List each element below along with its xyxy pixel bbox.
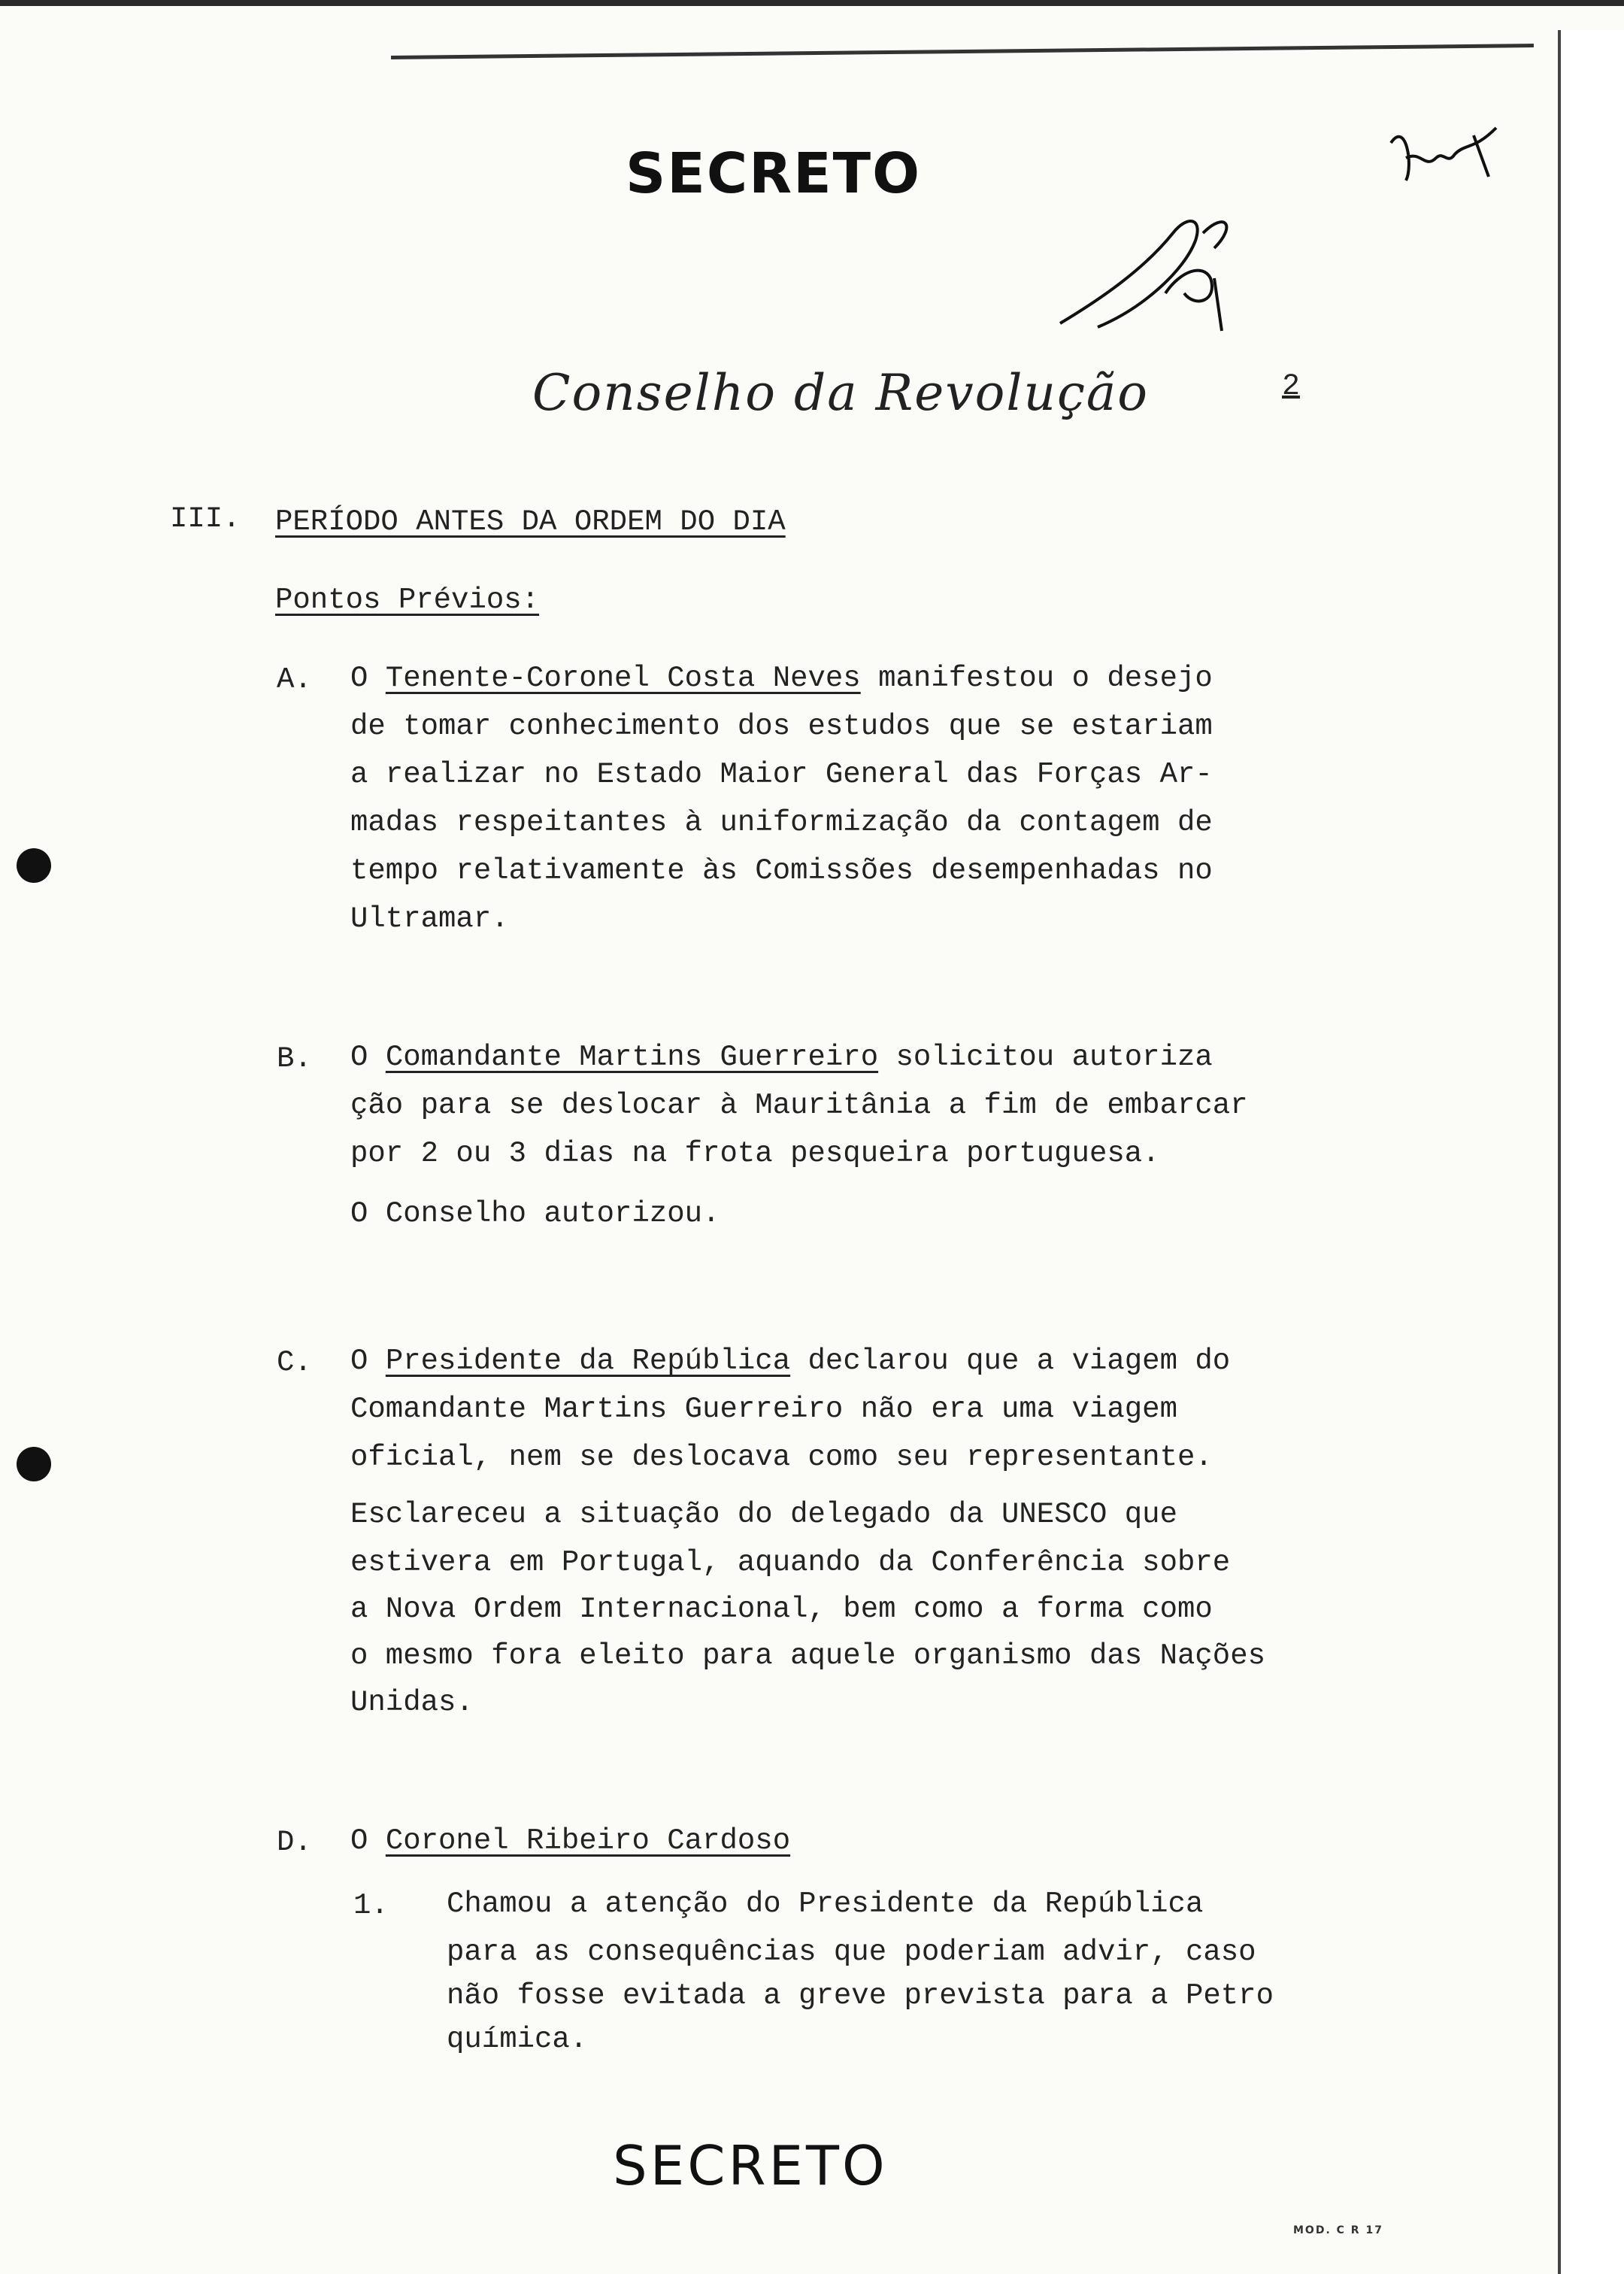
item-a-line: de tomar conhecimento dos estudos que se estariam — [350, 710, 1213, 743]
item-a-line: tempo relativamente às Comissões desempenhadas no — [350, 854, 1213, 887]
punch-hole-upper — [17, 848, 51, 883]
item-c-line: Comandante Martins Guerreiro não era uma viagem — [350, 1393, 1177, 1426]
classification-stamp-bottom: SECRETO — [613, 2134, 888, 2197]
item-d-sub-label: 1. — [353, 1889, 389, 1922]
section-title: PERÍODO ANTES DA ORDEM DO DIA — [275, 505, 786, 538]
item-c-line: oficial, nem se deslocava como seu representante. — [350, 1441, 1213, 1474]
item-d-line: química. — [447, 2023, 588, 2056]
item-a-name: Tenente-Coronel Costa Neves — [385, 662, 861, 695]
letterhead-title: Conselho da Revolução — [532, 364, 1150, 422]
item-b-label: B. — [277, 1042, 312, 1075]
page-number: 2 — [1282, 370, 1301, 404]
item-c-name: Presidente da República — [385, 1345, 791, 1378]
item-c-line: Esclareceu a situação do delegado da UNESCO que — [350, 1498, 1177, 1531]
item-c-line: estivera em Portugal, aquando da Conferência sobre — [350, 1546, 1231, 1579]
classification-stamp-top: SECRETO — [626, 141, 922, 206]
item-a-line: a realizar no Estado Maior General das Forças Ar- — [350, 758, 1213, 791]
item-a-first-line: O Tenente-Coronel Costa Neves manifestou o desejo — [350, 662, 1213, 695]
item-b-line: O Conselho autorizou. — [350, 1197, 720, 1230]
top-border-line — [0, 0, 1624, 6]
item-d-line: para as consequências que poderiam advir, caso — [447, 1936, 1256, 1969]
item-c-first-line: O Presidente da República declarou que a viagem do — [350, 1345, 1231, 1378]
item-d-first-line: O Coronel Ribeiro Cardoso — [350, 1824, 791, 1857]
item-d-line: não fosse evitada a greve prevista para a Petro — [447, 1979, 1274, 2012]
initials-signature — [1383, 113, 1504, 196]
punch-hole-lower — [17, 1447, 51, 1481]
item-b-line: ção para se deslocar à Mauritânia a fim de embarcar — [350, 1089, 1248, 1122]
item-b-line: por 2 ou 3 dias na frota pesqueira portuguesa. — [350, 1137, 1160, 1170]
handwritten-signature — [1053, 203, 1248, 338]
item-d-line: Chamou a atenção do Presidente da República — [447, 1887, 1204, 1921]
section-numeral: III. — [170, 502, 241, 535]
section-subtitle: Pontos Prévios: — [275, 584, 540, 617]
item-a-line: Ultramar. — [350, 902, 509, 935]
item-d-label: D. — [277, 1826, 312, 1859]
item-c-line: o mesmo fora eleito para aquele organismo das Nações — [350, 1639, 1265, 1672]
form-code: MOD. C R 17 — [1293, 2224, 1383, 2236]
item-a-label: A. — [277, 663, 312, 696]
item-a-line: madas respeitantes à uniformização da contagem de — [350, 806, 1213, 839]
item-b-name: Comandante Martins Guerreiro — [385, 1041, 879, 1074]
item-c-label: C. — [277, 1346, 312, 1379]
item-c-line: Unidas. — [350, 1686, 474, 1719]
item-b-first-line: O Comandante Martins Guerreiro solicitou autoriza — [350, 1041, 1213, 1074]
item-d-name: Coronel Ribeiro Cardoso — [385, 1824, 791, 1857]
page-right-edge — [1558, 30, 1624, 2274]
item-c-line: a Nova Ordem Internacional, bem como a forma como — [350, 1593, 1213, 1626]
header-rule — [391, 44, 1534, 59]
